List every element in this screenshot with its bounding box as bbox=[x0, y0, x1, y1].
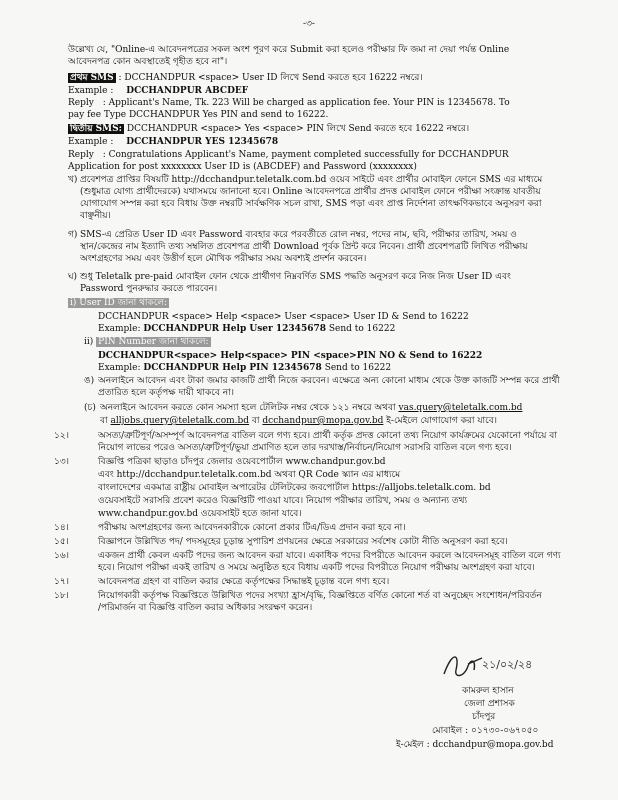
item-12-line-1: অসত্য/ত্রুটিপূর্ণ/অসম্পূর্ণ আবেদনপত্র বাতিল বলে গণ্য হবে। প্রার্থী কর্তৃক প্রদত্ত কোনো তথ্য নিয়োগ কার্যক্রমের যেকোনো পর্যায়ে বা bbox=[98, 431, 557, 441]
item-ga-marker: গ) bbox=[68, 230, 78, 240]
item-ga-line-2: স্থান/কেন্দ্রের নাম ইত্যাদি তথ্য সম্বলিত প্রবেশপত্র প্রার্থী Download পূর্বক প্রিন্ট করে নিবেন। প্রার্থী প্রবেশপত্রটি লিখিত পরীক্ষায় bbox=[80, 242, 528, 252]
item-ch-marker: (চ) bbox=[84, 403, 96, 413]
item-ch-or-2: বা bbox=[251, 416, 260, 426]
help-i-example bbox=[98, 324, 395, 335]
item-gha-line-1: শুধু Teletalk pre-paid মোবাইল ফোন থেকে প্রার্থীগণ নিম্নবর্ণিত SMS পদ্ধতি অনুসরণ করে নিজ নিজ User ID এবং bbox=[80, 272, 511, 282]
item-ng-marker: ঙ) bbox=[84, 376, 95, 386]
sms2-reply-line-2: Application for post xxxxxxxx User ID is (ABCDEF) and Password (xxxxxxxx) bbox=[68, 162, 417, 172]
email-link-dc-chandpur[interactable]: dcchandpur@mopa.gov.bd bbox=[262, 416, 384, 426]
item-kha-line-1: প্রবেশপত্র প্রাপ্তির বিষয়টি http://dcchandpur.teletalk.com.bd ওয়েব সাইটে এবং প্রার্থীর মোবাইল ফোনে SMS এর মাধ্যমে bbox=[80, 175, 543, 185]
item-15-line-1: বিজ্ঞাপনে উল্লিখিত পদ/ পদসমূহের চূড়ান্ত সুপারিশ প্রণয়নের ক্ষেত্রে সরকারের সর্বশেষ কোটা নীতি অনুসরণ করা হবে। bbox=[98, 537, 508, 547]
sms1-reply bbox=[68, 98, 510, 109]
help-i-example-tail: Send to 16222 bbox=[328, 324, 396, 334]
item-ch-line-1 bbox=[100, 403, 522, 414]
sms2-tag: দ্বিতীয় SMS: bbox=[70, 124, 122, 134]
item-kha-line-4: বাঞ্ছনীয়। bbox=[80, 211, 111, 221]
help-i-example-label: Example: bbox=[98, 324, 141, 334]
help-i-tag: i) User ID জানা থাকলে: bbox=[70, 298, 168, 308]
item-kha-marker: খ) bbox=[68, 175, 78, 185]
help-ii-example-label: Example: bbox=[98, 363, 141, 373]
item-ng-line-1: অনলাইনে আবেদন এবং টাকা জমার কাজটি প্রার্থী নিজে করবেন। এক্ষেত্রে অন্য কোনো মাধ্যম থেকে উক্ত কাজটি সম্পন্ন করে প্রার্থী bbox=[98, 376, 560, 386]
sms1-reply-line-2: pay fee Type DCCHANDPUR Yes PIN and send to 16222. bbox=[68, 110, 329, 120]
item-13-line-5: www.chandpur.gov.bd ওয়েবসাইট হতে জানা যাবে। bbox=[98, 509, 302, 519]
sms2-text: DCCHANDPUR <space> Yes <space> PIN লিখে Send করতে হবে 16222 নম্বরে। bbox=[126, 124, 470, 134]
item-13-line-4: ওয়েবসাইটে সরাসরি প্রবেশ করেও বিজ্ঞপ্তিটি পাওয়া যাবে। নিয়োগ পরীক্ষার তারিখ, সময় ও অন্যান্য তথ্য bbox=[98, 496, 468, 506]
sms1-example-label: Example : bbox=[68, 86, 114, 96]
sms1-text: : DCCHANDPUR <space> User ID লিখে Send করতে হবে 16222 নম্বরে। bbox=[118, 73, 423, 83]
sms2-line bbox=[68, 124, 469, 135]
help-ii-line: DCCHANDPUR<space> Help<space> PIN <space>PIN NO & Send to 16222 bbox=[98, 351, 483, 361]
item-16-number: ১৬। bbox=[54, 551, 69, 561]
help-ii-example bbox=[98, 363, 391, 374]
signatory-name: কামরুল হাসান bbox=[462, 686, 514, 696]
help-i-line: DCCHANDPUR <space> Help <space> User <space> User ID & Send to 16222 bbox=[98, 312, 469, 322]
sms2-example-label: Example : bbox=[68, 137, 114, 147]
item-ch-text: অনলাইনে আবেদন করতে কোন সমস্যা হলে টেলিটক নম্বর থেকে ১২১ নম্বরে অথবা bbox=[100, 403, 396, 413]
help-ii-example-value: DCCHANDPUR Help PIN 12345678 bbox=[143, 363, 322, 373]
sms1-tag: প্রথম SMS bbox=[70, 73, 114, 83]
item-13-number: ১৩। bbox=[54, 457, 69, 467]
signature-image bbox=[438, 648, 558, 682]
item-13-line-3: বাংলাদেশের একমাত্র রাষ্ট্রীয় মোবাইল অপারেটর টেলিটকের জবপোর্টাল https://alljobs.teletalk.com. bd bbox=[98, 483, 491, 493]
signatory-title: জেলা প্রশাসক bbox=[464, 699, 515, 709]
sms2-example bbox=[68, 137, 278, 148]
intro-line-2: আবেদনপত্র কোন অবস্থাতেই গৃহীত হবে না"। bbox=[68, 57, 228, 67]
sms1-reply-label: Reply bbox=[68, 98, 94, 108]
help-i-tag-row bbox=[68, 298, 169, 309]
item-ga-line-3: অংশগ্রহণের সময় এবং উত্তীর্ণ হলে মৌখিক পরীক্ষার সময় অবশ্যই প্রদর্শন করবেন। bbox=[80, 254, 367, 264]
item-ng-line-2: প্রতারিত হলে কর্তৃপক্ষ দায়ী থাকবে না। bbox=[98, 388, 234, 398]
item-13-line-2: এবং http://dcchandpur.teletalk.com.bd অথবা QR Code স্ক্যান এর মাধ্যমে bbox=[98, 470, 401, 480]
sms1-line bbox=[68, 73, 423, 84]
item-12-line-2: নিয়োগ লাভের পরেও অসত্য/ত্রুটিপূর্ণ/ভুয়া প্রমাণিত হলে তার দরখাস্ত/নির্বাচন/নিয়োগ সরাসরি বাতিল বলে গণ্য হবে। bbox=[98, 443, 512, 453]
item-14-number: ১৪। bbox=[54, 523, 69, 533]
sms2-example-value: DCCHANDPUR YES 12345678 bbox=[126, 137, 279, 147]
signatory-mobile: মোবাইল : ০১৭৩০-০৬৭০৫০ bbox=[432, 726, 539, 736]
item-ch-or-1: বা bbox=[100, 416, 108, 426]
item-16-line-2: হবে। নিয়োগ পরীক্ষা একই তারিখ ও সময়ে অনুষ্ঠিত হবে বিধায় একটি পদের বিপরীতে নিয়োগ পরীক্ষায় অংশগ্রহণ করা যাবে। bbox=[98, 563, 535, 573]
email-link-alljobs-query[interactable]: alljobs.query@teletalk.com.bd bbox=[110, 416, 250, 426]
item-14-line-1: পরীক্ষায় অংশগ্রহণের জন্য আবেদনকারীকে কোনো প্রকার টিএ/ডিএ প্রদান করা হবে না। bbox=[98, 523, 406, 533]
item-18-line-1: নিয়োগকারী কর্তৃপক্ষ বিজ্ঞপ্তিতে উল্লিখিত পদের সংখ্যা হ্রাস/বৃদ্ধি, বিজ্ঞপ্তিতে বর্ণিত কোনো শর্ত বা অনুচ্ছেদ সংশোধন/পরিবর্তন bbox=[98, 591, 542, 601]
page-number: -৩- bbox=[303, 19, 315, 29]
item-gha-marker: ঘ) bbox=[68, 272, 78, 282]
sms2-reply-label: Reply bbox=[68, 150, 94, 160]
sms1-reply-line-1: : Applicant's Name, Tk. 223 Will be charged as application fee. Your PIN is 12345678. To bbox=[102, 98, 510, 108]
signatory-district: চাঁদপুর bbox=[472, 712, 496, 722]
item-15-number: ১৫। bbox=[54, 537, 69, 547]
item-17-number: ১৭। bbox=[54, 577, 69, 587]
item-kha-line-2: (শুধুমাত্র যোগ্য প্রার্থীদেরকে) যথাসময়ে জানানো হবে। Online আবেদনপত্রে প্রার্থীর প্রদত্ত মোবাইল ফোনে পরীক্ষা সংক্রান্ত যাবতীয় bbox=[80, 187, 541, 197]
help-ii-tag: PIN Number জানা থাকলে: bbox=[98, 337, 209, 347]
item-kha-line-3: যোগাযোগ সম্পন্ন করা হবে বিধায় উক্ত নম্বরটি সার্বক্ষণিক সচল রাখা, SMS পড়া এবং প্রাপ্ত নির্দেশনা তাৎক্ষণিকভাবে অনুসরণ করা bbox=[80, 199, 542, 209]
item-17-line-1: আবেদনপত্র গ্রহণ বা বাতিল করার ক্ষেত্রে কর্তৃপক্ষের সিদ্ধান্তই চূড়ান্ত বলে গণ্য হবে। bbox=[98, 577, 390, 587]
item-ch-tail: ই-মেইলে যোগাযোগ করা যাবে। bbox=[386, 416, 497, 426]
help-ii-example-tail: Send to 16222 bbox=[324, 363, 392, 373]
help-ii-tag-row bbox=[84, 337, 211, 348]
item-18-line-2: /পরিমার্জন বা বিজ্ঞপ্তি বাতিল করার অধিকার সংরক্ষণ করেন। bbox=[98, 603, 313, 613]
item-16-line-1: একজন প্রার্থী কেবল একটি পদের জন্য আবেদন করা যাবে। একাধিক পদের বিপরীতে আবেদন করলে আবেদনসমূহ বাতিল বলে গণ্য bbox=[98, 551, 561, 561]
intro-line-1: উল্লেখ্য যে, "Online-এ আবেদনপত্রের সকল অংশ পূরণ করে Submit করা হলেও পরীক্ষার ফি জমা না দেয়া পর্যন্ত Online bbox=[68, 45, 510, 55]
help-ii-marker: ii) bbox=[84, 337, 94, 347]
signature-date: ২১/০২/২৪ bbox=[482, 658, 533, 671]
item-ga-line-1: SMS-এ প্রেরিত User ID এবং Password ব্যবহার করে পরবর্তীতে রোল নম্বর, পদের নাম, ছবি, পরীক্ষার তারিখ, সময় ও bbox=[80, 230, 517, 240]
sms2-reply bbox=[68, 150, 509, 161]
sms2-reply-line-1: : Congratulations Applicant's Name, payment completed successfully for DCCHANDPUR bbox=[102, 150, 509, 160]
sms1-example-value: DCCHANDPUR ABCDEF bbox=[126, 86, 249, 96]
item-13-line-1: বিজ্ঞপ্তি পত্রিকা ছাড়াও চাঁদপুর জেলার ওয়েবপোর্টাল www.chandpur.gov.bd bbox=[98, 457, 386, 467]
help-i-example-value: DCCHANDPUR Help User 12345678 bbox=[143, 324, 326, 334]
item-12-number: ১২। bbox=[54, 431, 69, 441]
item-gha-line-2: Password পুনরুদ্ধার করতে পারবেন। bbox=[80, 284, 218, 294]
sms1-example bbox=[68, 86, 248, 97]
item-18-number: ১৮। bbox=[54, 591, 69, 601]
signatory-email: ই-মেইল : dcchandpur@mopa.gov.bd bbox=[396, 740, 554, 750]
email-link-vas-query[interactable]: vas.query@teletalk.com.bd bbox=[398, 403, 523, 413]
item-ch-line-2 bbox=[100, 416, 497, 427]
